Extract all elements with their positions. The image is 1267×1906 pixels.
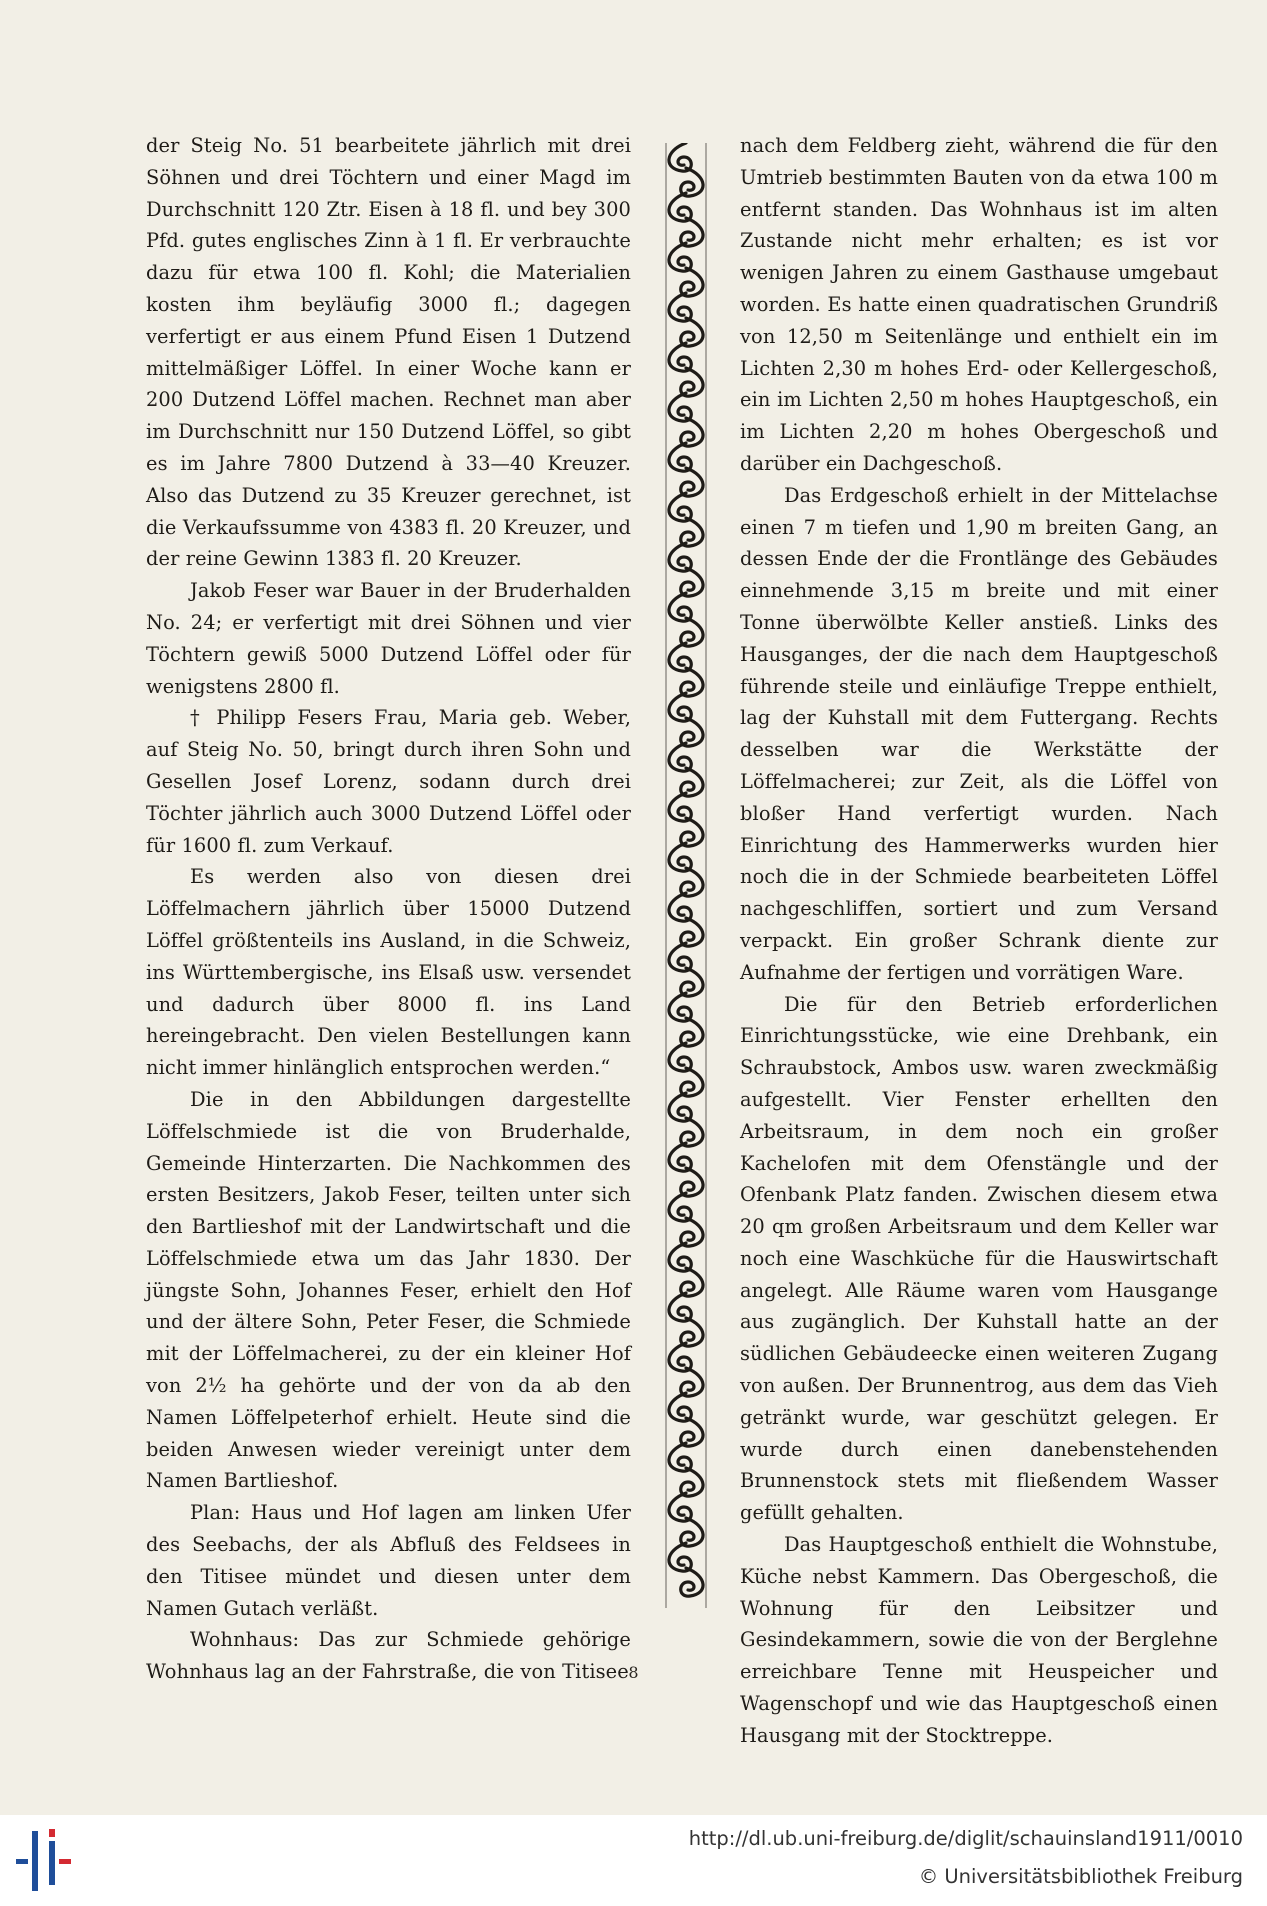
- left-text-column: [146, 130, 631, 1688]
- paragraph: Die für den Betrieb erforderlichen Einrichtungsstücke, wie eine Drehbank, ein Schraubstock, Ambos usw. waren zweckmäßig aufgestellt. Vier Fenster erhellten den Arbeitsraum, in dem noch ein großer Kachelofen mit dem Ofenstängle und der Ofenbank Platz fanden. Zwischen diesem etwa 20 qm großen Arbeitsraum und dem Keller war noch eine Waschküche für die Hauswirtschaft angelegt. Alle Räume waren vom Hausgange aus zugänglich. Der Kuhstall hatte an der südlichen Gebäudeecke einen weiteren Zugang von außen. Der Brunnentrog, aus dem das Vieh getränkt wurde, war geschützt gelegen. Er wurde durch einen danebenstehenden Brunnenstock stets mit fließendem Wasser gefüllt gehalten.: [740, 992, 1218, 1525]
- copyright-notice: © Universitätsbibliothek Freiburg: [918, 1865, 1243, 1888]
- paragraph: Das Hauptgeschoß enthielt die Wohnstube, Küche nebst Kammern. Das Obergeschoß, die Wohnung für den Leibsitzer und Gesindekammern, sowie die von der Berglehne erreichbare Tenne mit Heuspeicher und Wagenschopf und wie das Hauptgeschoß einen Hausgang mit der Stocktreppe.: [740, 1533, 1218, 1747]
- viewer-footer: [0, 1815, 1267, 1906]
- paragraph: Wohnhaus: Das zur Schmiede gehörige Wohnhaus lag an der Fahrstraße, die von Titisee: [146, 1628, 631, 1684]
- paragraph: Das Erdgeschoß erhielt in der Mittelachse einen 7 m tiefen und 1,90 m breiten Gang, an dessen Ende der die Frontlänge des Gebäudes einnehmende 3,15 m breite und mit einer Tonne überwölbte Keller anstieß. Links des Hausganges, der die nach dem Hauptgeschoß führende steile und einläufige Treppe enthielt, lag der Kuhstall mit dem Futtergang. Rechts desselben war die Werkstätte der Löffelmacherei; zur Zeit, als die Löffel von bloßer Hand verfertigt wurden. Nach Einrichtung des Hammerwerks wurden hier noch die in der Schmiede bearbeiteten Löffel nachgeschliffen, sortiert und zum Versand verpackt. Ein großer Schrank diente zur Aufnahme der fertigen und vorrätigen Ware.: [740, 483, 1218, 984]
- paragraph: † Philipp Fesers Frau, Maria geb. Weber, auf Steig No. 50, bringt durch ihren Sohn und Gesellen Josef Lorenz, sodann durch drei Töchter jährlich auch 3000 Dutzend Löffel oder für 1600 fl. zum Verkauf.: [146, 706, 631, 857]
- source-url-link[interactable]: http://dl.ub.uni-freiburg.de/diglit/schauinsland1911/0010: [688, 1827, 1243, 1850]
- scroll-ornament-icon: [660, 143, 712, 1608]
- library-logo-icon: [12, 1825, 76, 1897]
- page-number: 8: [628, 1663, 639, 1682]
- paragraph: nach dem Feldberg zieht, während die für den Umtrieb bestimmten Bauten von da etwa 100 m entfernt standen. Das Wohnhaus ist im alten Zustande nicht mehr erhalten; es ist vor wenigen Jahren zu einem Gasthause umgebaut worden. Es hatte einen quadratischen Grundriß von 12,50 m Seitenlänge und enthielt ein im Lichten 2,30 m hohes Erd- oder Kellergeschoß, ein im Lichten 2,50 m hohes Hauptgeschoß, ein im Lichten 2,20 m hohes Obergeschoß und darüber ein Dachgeschoß.: [740, 134, 1218, 475]
- paragraph: Plan: Haus und Hof lagen am linken Ufer des Seebachs, der als Abfluß des Feldsees in den Titisee mündet und diesen unter dem Namen Gutach verläßt.: [146, 1501, 631, 1620]
- paragraph: Jakob Feser war Bauer in der Bruderhalden No. 24; er verfertigt mit drei Söhnen und vier Töchtern gewiß 5000 Dutzend Löffel oder für wenigstens 2800 fl.: [146, 579, 631, 698]
- paragraph: Es werden also von diesen drei Löffelmachern jährlich über 15000 Dutzend Löffel größtenteils ins Ausland, in die Schweiz, ins Württembergische, ins Elsaß usw. versendet und dadurch über 8000 fl. ins Land hereingebracht. Den vielen Bestellungen kann nicht immer hinlänglich entsprochen werden.“: [146, 865, 631, 1080]
- paragraph: Die in den Abbildungen dargestellte Löffelschmiede ist die von Bruderhalde, Gemeinde Hinterzarten. Die Nachkommen des ersten Besitzers, Jakob Feser, teilten unter sich den Bartlieshof mit der Landwirtschaft und die Löffelschmiede etwa um das Jahr 1830. Der jüngste Sohn, Johannes Feser, erhielt den Hof und der ältere Sohn, Peter Feser, die Schmiede mit der Löffelmacherei, zu der ein kleiner Hof von 2½ ha gehörte und der von da ab den Namen Löffelpeterhof erhielt. Heute sind die beiden Anwesen wieder vereinigt unter dem Namen Bartlieshof.: [146, 1087, 631, 1493]
- paragraph: der Steig No. 51 bearbeitete jährlich mit drei Söhnen und drei Töchtern und einer Magd im Durchschnitt 120 Ztr. Eisen à 18 fl. und bey 300 Pfd. gutes englisches Zinn à 1 fl. Er verbrauchte dazu für etwa 100 fl. Kohl; die Materialien kosten ihm beyläufig 3000 fl.; dagegen verfertigt er aus einem Pfund Eisen 1 Dutzend mittelmäßiger Löffel. In einer Woche kann er 200 Dutzend Löffel machen. Rechnet man aber im Durchschnitt nur 150 Dutzend Löffel, so gibt es im Jahre 7800 Dutzend à 33—40 Kreuzer. Also das Dutzend zu 35 Kreuzer gerechnet, ist die Verkaufssumme von 4383 fl. 20 Kreuzer, und der reine Gewinn 1383 fl. 20 Kreuzer.: [146, 134, 631, 571]
- right-text-column: [740, 130, 1218, 1752]
